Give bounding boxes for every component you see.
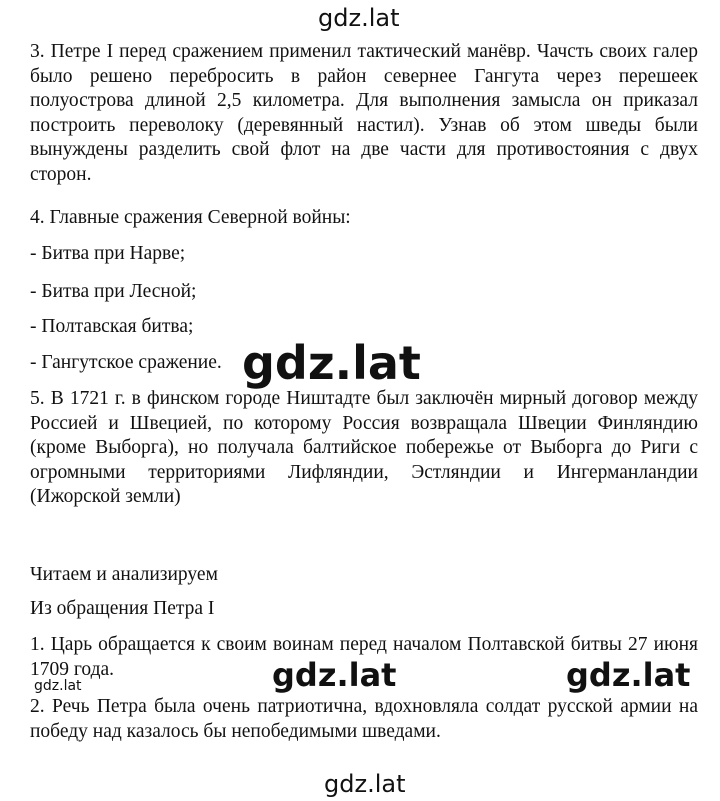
section-subheading: Из обращения Петра I [30, 598, 215, 619]
battle-list-item: - Битва при Нарве; [30, 243, 186, 264]
answer-item-3: 3. Петре I перед сражением применил тактический манёвр. Чачсть своих галер было решено перебросить в район севернее Гангута через перешеек полуострова длиной 2,5 километра. Для выполнения замысла он приказал построить переволоку (деревянный настил). Узнав об этом шведы были вынуждены разделить свой флот на две части для противостояния с двух сторон. [30, 41, 698, 185]
watermark-center: gdz.lat [242, 336, 421, 390]
answer-item-5: 5. В 1721 г. в финском городе Ништадте был заключён мирный договор между Россией и Швецией, по которому Россия возвращала Швеции Финляндию (кроме Выборга), но получала балтийское побережье от Выборга до Риги с огромными территориями Лифляндии, Эстляндии и Ингерманландии (Ижорской земли) [30, 388, 698, 507]
reading-answer-2: 2. Речь Петра была очень патриотична, вдохновляла солдат русской армии на победу над казалось бы непобедимыми шведами. [30, 696, 698, 742]
battle-list-item: - Гангутское сражение. [30, 352, 222, 373]
watermark-top: gdz.lat [318, 4, 400, 32]
answer-item-4-title: 4. Главные сражения Северной войны: [30, 207, 351, 228]
section-heading: Читаем и анализируем [30, 564, 218, 585]
reading-answer-1: 1. Царь обращается к своим воинам перед началом Полтавской битвы 27 июня 1709 года. [30, 634, 698, 680]
battle-list-item: - Полтавская битва; [30, 316, 194, 337]
watermark-middle-right: gdz.lat [566, 656, 691, 694]
battle-list-item: - Битва при Лесной; [30, 281, 197, 302]
watermark-small: gdz.lat [34, 678, 82, 694]
watermark-middle-left: gdz.lat [272, 656, 397, 694]
watermark-bottom: gdz.lat [324, 770, 406, 798]
